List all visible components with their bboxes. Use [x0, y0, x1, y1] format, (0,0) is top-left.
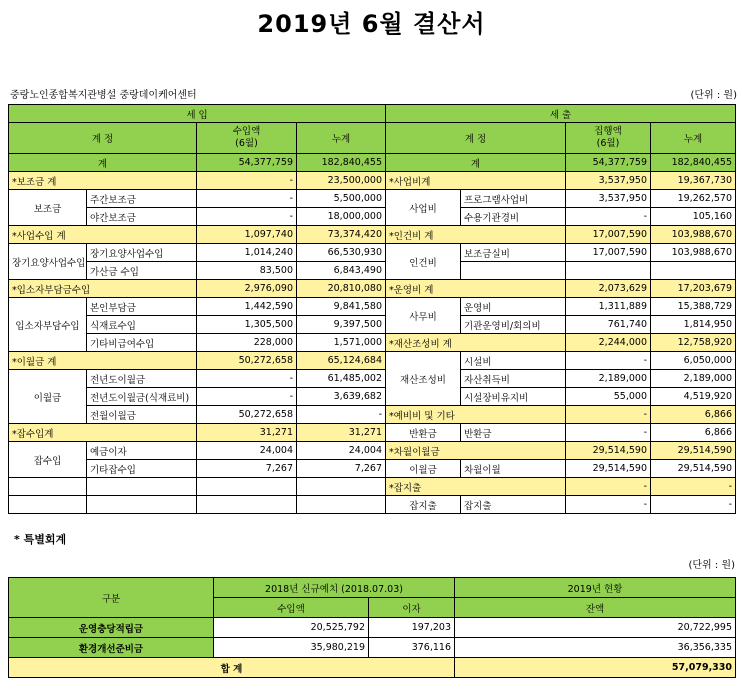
expense-subcategory: 반환금 [461, 424, 566, 442]
income-cumulative: 66,530,930 [297, 244, 386, 262]
special-interest-header: 이자 [369, 598, 455, 618]
income-cumulative: 9,841,580 [297, 298, 386, 316]
page-title: 2019년 6월 결산서 [257, 10, 486, 38]
income-category: 장기요양사업수입 [9, 244, 87, 280]
expense-subcategory [461, 262, 566, 280]
income-subcategory: 전년도이월금(식재료비) [87, 388, 197, 406]
income-subcategory: 기타잡수입 [87, 460, 197, 478]
expense-cumulative: 19,262,570 [651, 190, 736, 208]
expense-cumulative: 6,866 [651, 406, 736, 424]
expense-category: 이월금 [386, 460, 461, 478]
table-row [9, 388, 736, 406]
special-row-interest: 376,116 [369, 638, 455, 658]
income-account-header: 계 정 [9, 123, 197, 154]
income-subcategory: 예금이자 [87, 442, 197, 460]
expense-subcategory: 시설비 [461, 352, 566, 370]
special-total-balance: 57,079,330 [455, 658, 736, 678]
income-cumulative: 24,004 [297, 442, 386, 460]
expense-subcategory: 프로그램사업비 [461, 190, 566, 208]
table-row [9, 280, 736, 298]
income-amount: 24,004 [197, 442, 297, 460]
income-amount [197, 478, 297, 496]
table-row [9, 370, 736, 388]
deposit-group-header: 2018년 신규예치 (2018.07.03) [214, 578, 455, 598]
income-amount: 7,267 [197, 460, 297, 478]
org-name: 중랑노인종합복지관병설 중랑데이케어센터 [10, 90, 197, 101]
expense-cumulative: 17,203,679 [651, 280, 736, 298]
table-row [9, 496, 736, 514]
income-cumulative [297, 478, 386, 496]
income-cumulative: 1,571,000 [297, 334, 386, 352]
expense-category-total: *예비비 및 기타 [386, 406, 566, 424]
income-category-total: *보조금 계 [9, 172, 197, 190]
income-cumulative: 61,485,002 [297, 370, 386, 388]
income-subcategory [87, 496, 197, 514]
income-amount: 228,000 [197, 334, 297, 352]
income-category: 이월금 [9, 370, 87, 424]
special-total-label: 합 계 [9, 658, 455, 678]
income-category [9, 496, 87, 514]
income-category-total: *입소자부담금수입 [9, 280, 197, 298]
income-cumulative: 20,810,080 [297, 280, 386, 298]
income-subcategory: 식재료수입 [87, 316, 197, 334]
income-subcategory: 기타비급여수입 [87, 334, 197, 352]
expense-category-total: *인건비 계 [386, 226, 566, 244]
expense-amount-header: 집행액 (6월) [566, 123, 651, 154]
table-row [9, 406, 736, 424]
expense-account-header: 계 정 [386, 123, 566, 154]
income-cumulative: 65,124,684 [297, 352, 386, 370]
expense-total-cumulative: 182,840,455 [651, 154, 736, 172]
income-amount: 1,014,240 [197, 244, 297, 262]
expense-subcategory: 기관운영비/회의비 [461, 316, 566, 334]
income-amount-header: 수입액 (6월) [197, 123, 297, 154]
expense-subcategory: 시설장비유지비 [461, 388, 566, 406]
expense-amount: 761,740 [566, 316, 651, 334]
income-category [9, 478, 87, 496]
income-amount: 50,272,658 [197, 352, 297, 370]
expense-cumulative: 6,050,000 [651, 352, 736, 370]
expense-cumulative: 4,519,920 [651, 388, 736, 406]
expense-subcategory: 운영비 [461, 298, 566, 316]
expense-subcategory: 잡지출 [461, 496, 566, 514]
expense-cumulative: - [651, 496, 736, 514]
special-row-interest: 197,203 [369, 618, 455, 638]
special-row-name: 환경개선준비금 [9, 638, 214, 658]
income-cumulative: 23,500,000 [297, 172, 386, 190]
special-account-title: * 특별회계 [14, 533, 67, 546]
table-row [9, 442, 736, 460]
income-subcategory: 야간보조금 [87, 208, 197, 226]
table-row [9, 618, 736, 638]
expense-cumulative [651, 262, 736, 280]
table-row [9, 316, 736, 334]
special-row-balance: 20,722,995 [455, 618, 736, 638]
income-category-total: *이월금 계 [9, 352, 197, 370]
income-cumulative: 6,843,490 [297, 262, 386, 280]
special-unit-label: (단위 : 원) [688, 560, 735, 571]
income-total-amount: 54,377,759 [197, 154, 297, 172]
expense-total-amount: 54,377,759 [566, 154, 651, 172]
expense-cumulative: 19,367,730 [651, 172, 736, 190]
income-total-cumulative: 182,840,455 [297, 154, 386, 172]
expense-category-total: *재산조성비 계 [386, 334, 566, 352]
table-row [9, 424, 736, 442]
expense-cumulative: 29,514,590 [651, 442, 736, 460]
table-row [9, 638, 736, 658]
special-row-income: 20,525,792 [214, 618, 369, 638]
income-category-total: *사업수입 계 [9, 226, 197, 244]
expense-category-total: *운영비 계 [386, 280, 566, 298]
special-income-header: 수입액 [214, 598, 369, 618]
income-cumulative: 18,000,000 [297, 208, 386, 226]
expense-amount: 17,007,590 [566, 244, 651, 262]
expense-subcategory: 보조금실비 [461, 244, 566, 262]
income-cumulative [297, 496, 386, 514]
special-row-income: 35,980,219 [214, 638, 369, 658]
expense-category: 인건비 [386, 244, 461, 280]
expense-amount: 17,007,590 [566, 226, 651, 244]
expense-category-total: *사업비계 [386, 172, 566, 190]
expense-category: 반환금 [386, 424, 461, 442]
income-cumulative: 5,500,000 [297, 190, 386, 208]
table-row [9, 208, 736, 226]
income-cumulative-header: 누계 [297, 123, 386, 154]
expense-amount: - [566, 406, 651, 424]
expense-amount: 55,000 [566, 388, 651, 406]
expense-amount: 2,073,629 [566, 280, 651, 298]
income-amount: 31,271 [197, 424, 297, 442]
expense-amount: - [566, 496, 651, 514]
expense-amount: - [566, 208, 651, 226]
table-row [9, 226, 736, 244]
income-subcategory: 주간보조금 [87, 190, 197, 208]
expense-amount: - [566, 424, 651, 442]
income-amount: 83,500 [197, 262, 297, 280]
expense-header: 세 출 [386, 105, 736, 123]
expense-category-total: *차월이월금 [386, 442, 566, 460]
expense-cumulative: 103,988,670 [651, 226, 736, 244]
table-row [9, 334, 736, 352]
expense-cumulative: 1,814,950 [651, 316, 736, 334]
income-amount: - [197, 370, 297, 388]
special-row-name: 운영충당적립금 [9, 618, 214, 638]
special-account-table [8, 577, 736, 678]
income-amount: 2,976,090 [197, 280, 297, 298]
expense-amount: - [566, 478, 651, 496]
income-amount: - [197, 388, 297, 406]
table-row [9, 244, 736, 262]
income-category: 잡수입 [9, 442, 87, 478]
expense-subcategory: 자산취득비 [461, 370, 566, 388]
income-category: 보조금 [9, 190, 87, 226]
expense-cumulative: - [651, 478, 736, 496]
table-row [9, 172, 736, 190]
income-subcategory: 전년도이월금 [87, 370, 197, 388]
table-row [9, 352, 736, 370]
income-cumulative: 9,397,500 [297, 316, 386, 334]
unit-label: (단위 : 원) [690, 90, 737, 101]
expense-amount: 29,514,590 [566, 460, 651, 478]
expense-amount: 3,537,950 [566, 190, 651, 208]
expense-cumulative: 6,866 [651, 424, 736, 442]
income-subcategory: 장기요양사업수입 [87, 244, 197, 262]
income-amount: 1,442,590 [197, 298, 297, 316]
expense-cumulative: 12,758,920 [651, 334, 736, 352]
income-subcategory: 본인부담금 [87, 298, 197, 316]
income-amount: 1,305,500 [197, 316, 297, 334]
income-subcategory [87, 478, 197, 496]
income-cumulative: 73,374,420 [297, 226, 386, 244]
income-amount: 50,272,658 [197, 406, 297, 424]
expense-category: 재산조성비 [386, 352, 461, 406]
special-group-header: 구분 [9, 578, 214, 618]
expense-category: 잡지출 [386, 496, 461, 514]
expense-cumulative: 105,160 [651, 208, 736, 226]
income-subcategory: 전월이월금 [87, 406, 197, 424]
income-amount: - [197, 172, 297, 190]
income-amount: 1,097,740 [197, 226, 297, 244]
expense-amount: 3,537,950 [566, 172, 651, 190]
table-row [9, 298, 736, 316]
income-amount: - [197, 208, 297, 226]
expense-category: 사업비 [386, 190, 461, 226]
expense-cumulative: 103,988,670 [651, 244, 736, 262]
income-cumulative: 3,639,682 [297, 388, 386, 406]
status-group-header: 2019년 현황 [455, 578, 736, 598]
expense-cumulative: 15,388,729 [651, 298, 736, 316]
special-row-balance: 36,356,335 [455, 638, 736, 658]
income-subcategory: 가산금 수입 [87, 262, 197, 280]
income-total-label: 계 [9, 154, 197, 172]
income-cumulative: 31,271 [297, 424, 386, 442]
table-row [9, 460, 736, 478]
expense-subcategory: 수용기관경비 [461, 208, 566, 226]
expense-cumulative-header: 누계 [651, 123, 736, 154]
income-category-total: *잡수입계 [9, 424, 197, 442]
expense-amount [566, 262, 651, 280]
expense-amount: 2,189,000 [566, 370, 651, 388]
table-row [9, 478, 736, 496]
income-cumulative: - [297, 406, 386, 424]
settlement-table [8, 104, 736, 514]
expense-amount: 29,514,590 [566, 442, 651, 460]
expense-cumulative: 2,189,000 [651, 370, 736, 388]
expense-total-label: 계 [386, 154, 566, 172]
expense-amount: - [566, 352, 651, 370]
table-row [9, 262, 736, 280]
expense-amount: 2,244,000 [566, 334, 651, 352]
income-category: 입소자부담수입 [9, 298, 87, 352]
expense-subcategory: 차월이월 [461, 460, 566, 478]
expense-category-total: *잡지출 [386, 478, 566, 496]
table-row [9, 190, 736, 208]
income-amount [197, 496, 297, 514]
expense-amount: 1,311,889 [566, 298, 651, 316]
expense-category: 사무비 [386, 298, 461, 334]
special-balance-header: 잔액 [455, 598, 736, 618]
income-cumulative: 7,267 [297, 460, 386, 478]
expense-cumulative: 29,514,590 [651, 460, 736, 478]
income-header: 세 입 [9, 105, 386, 123]
income-amount: - [197, 190, 297, 208]
